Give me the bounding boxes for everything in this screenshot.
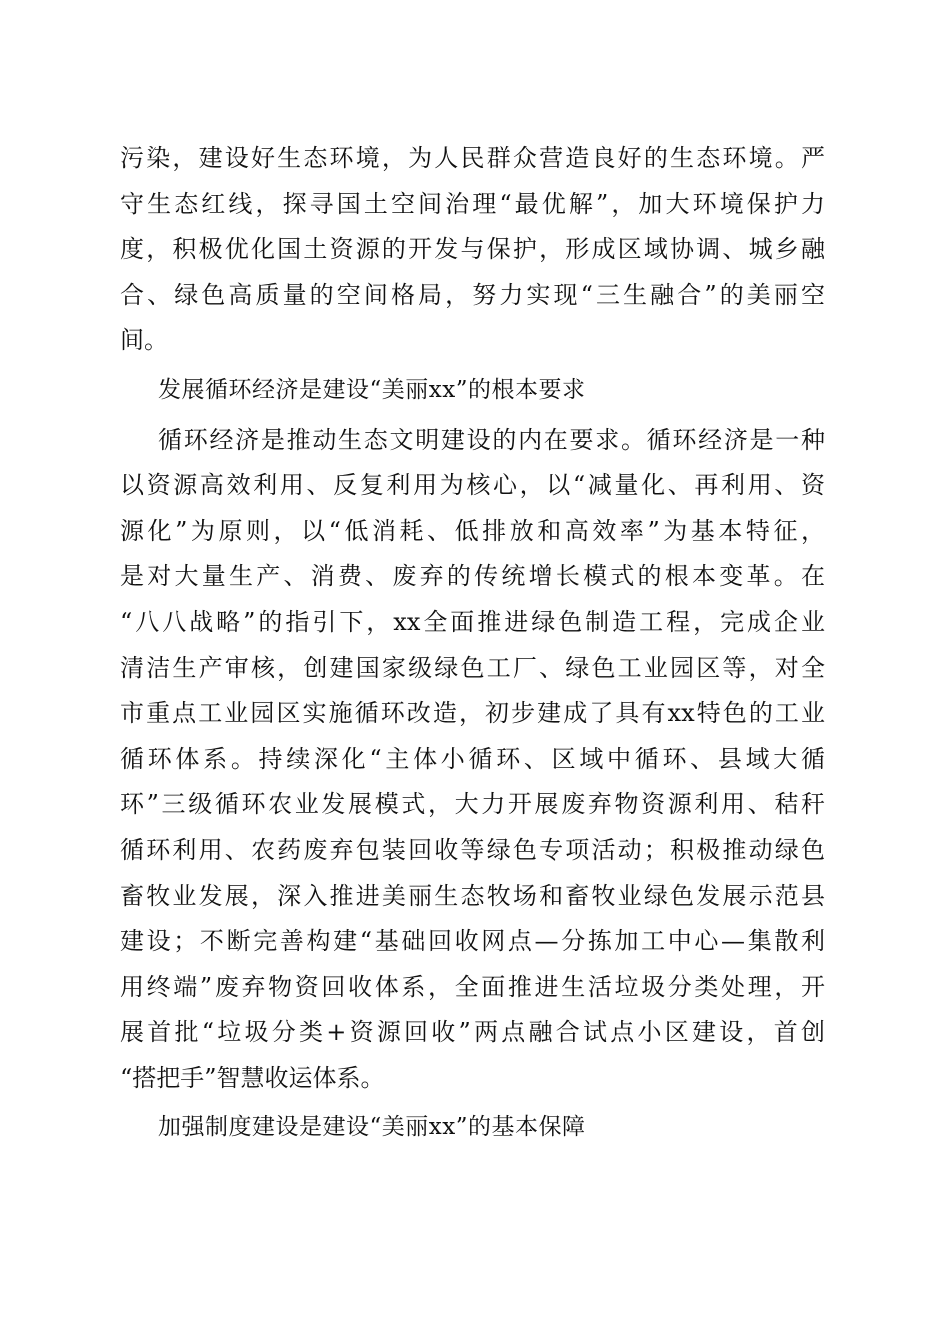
section-heading-circular-economy: 发展循环经济是建设“美丽xx”的根本要求 [158, 376, 586, 403]
text-line: 循环经济是推动生态文明建设的内在要求。循环经济是一种 [158, 425, 825, 454]
text-line: “搭把手”智慧收运体系。 [120, 1063, 385, 1092]
text-line: 合、绿色高质量的空间格局，努力实现“三生融合”的美丽空 [120, 280, 825, 309]
text-line: 源化”为原则，以“低消耗、低排放和高效率”为基本特征， [120, 516, 825, 545]
section-heading-institution-building: 加强制度建设是建设“美丽xx”的基本保障 [158, 1114, 586, 1141]
text-line: “八八战略”的指引下，xx全面推进绿色制造工程，完成企业 [120, 607, 825, 636]
text-line: 用终端”废弃物资回收体系，全面推进生活垃圾分类处理，开 [120, 972, 825, 1001]
text-line: 循环利用、农药废弃包装回收等绿色专项活动；积极推动绿色 [120, 835, 825, 864]
document-body [120, 136, 825, 1151]
text-line: 守生态红线，探寻国土空间治理“最优解”，加大环境保护力 [120, 189, 825, 218]
text-line: 间。 [120, 326, 168, 355]
text-line: 展首批“垃圾分类+资源回收”两点融合试点小区建设，首创 [120, 1018, 825, 1047]
text-line: 是对大量生产、消费、废弃的传统增长模式的根本变革。在 [120, 562, 825, 591]
text-line: 畜牧业发展，深入推进美丽生态牧场和畜牧业绿色发展示范县 [120, 881, 825, 910]
text-line: 度，积极优化国土资源的开发与保护，形成区域协调、城乡融 [120, 235, 825, 264]
text-line: 污染，建设好生态环境，为人民群众营造良好的生态环境。严 [120, 144, 825, 172]
text-line: 清洁生产审核，创建国家级绿色工厂、绿色工业园区等，对全 [120, 653, 825, 682]
text-line: 环”三级循环农业发展模式，大力开展废弃物资源利用、秸秆 [120, 790, 825, 819]
text-line: 建设；不断完善构建“基础回收网点—分拣加工中心—集散利 [120, 927, 825, 956]
text-line: 循环体系。持续深化“主体小循环、区域中循环、县域大循 [120, 744, 825, 773]
text-line: 市重点工业园区实施循环改造，初步建成了具有xx特色的工业 [120, 699, 825, 728]
paragraph-ecology [120, 136, 825, 364]
text-line: 以资源高效利用、反复利用为核心，以“减量化、再利用、资 [120, 471, 825, 500]
paragraph-circular-economy [120, 418, 825, 1102]
